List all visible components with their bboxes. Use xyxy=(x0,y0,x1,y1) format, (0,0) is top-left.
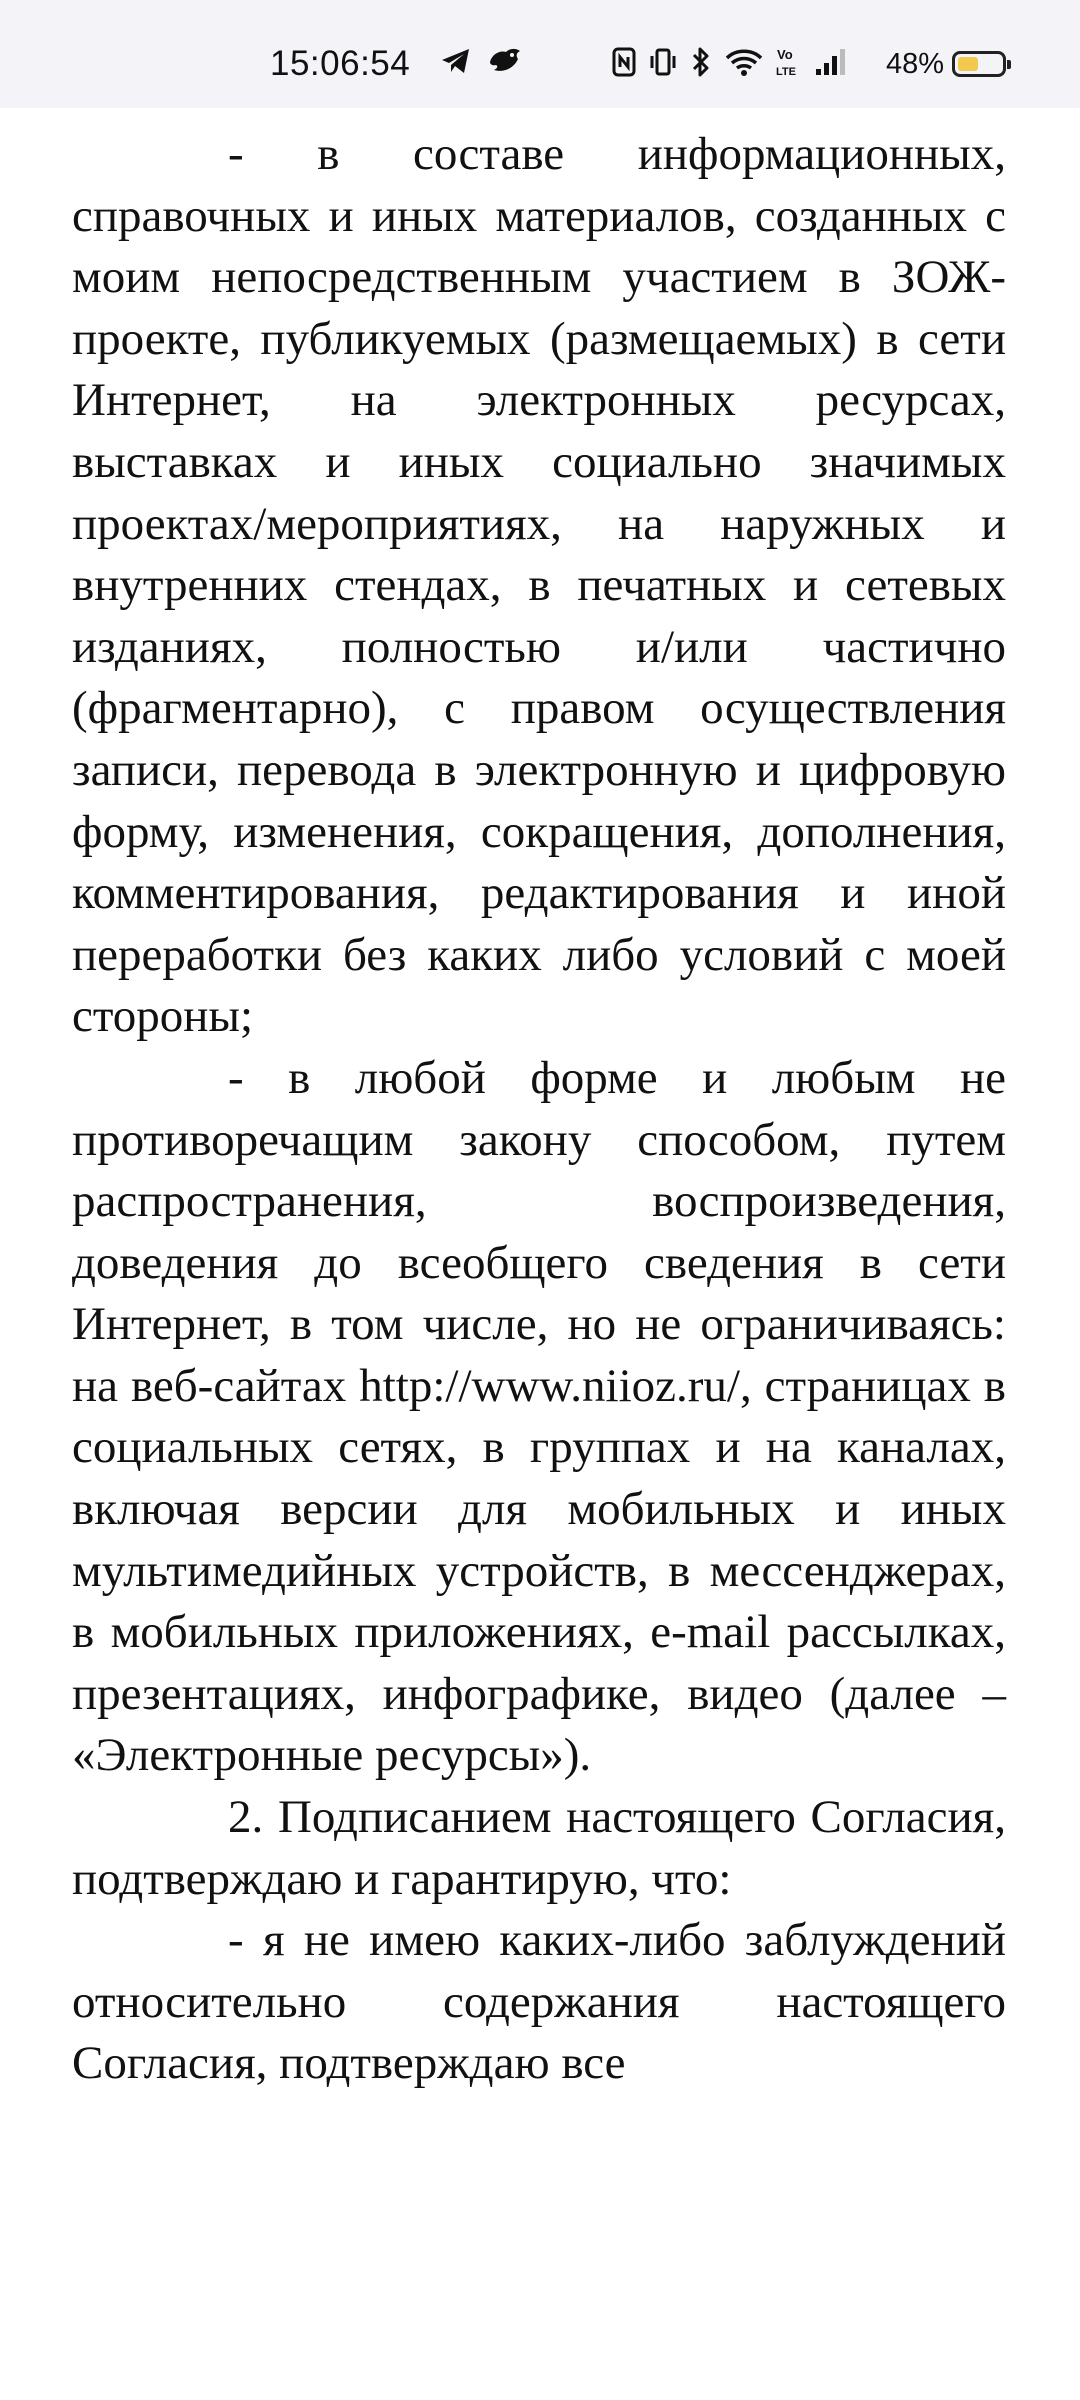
vibrate-icon xyxy=(648,47,678,77)
paragraph: 2. Подписанием настоящего Согласия, подтверждаю и гарантирую, что: xyxy=(72,1791,1006,1905)
battery-fill xyxy=(958,57,978,71)
battery-icon xyxy=(952,51,1006,77)
notification-bird-icon xyxy=(486,46,524,76)
status-bar xyxy=(0,0,1080,108)
signal-icon xyxy=(814,47,848,77)
status-time: 15:06:54 xyxy=(270,44,411,83)
telegram-icon xyxy=(440,47,472,75)
paragraph: - в любой форме и любым не противоречащим закону способом, путем распространения, воспроизведения, доведения до всеобщего сведения в сети Интернет, в том числе, но не ограничиваясь: на веб-сайтах http://www.niioz.ru/, страницах в социальных сетях, в группах и на каналах, включая версии для мобильных и иных мультимедийных устройств, в мессенджерах, в мобильных приложениях, e-mail рассылках, презентациях, инфографике, видео (далее – «Электронные ресурсы»). xyxy=(72,1051,1006,1782)
volte-icon xyxy=(776,46,802,78)
paragraph: - в составе информационных, справочных и иных материалов, созданных с моим непосредственным участием в ЗОЖ-проекте, публикуемых (размещаемых) в сети Интернет, на электронных ресурсах, выставках и иных социально значимых проектах/мероприятиях, на наружных и внутренних стендах, в печатных и сетевых изданиях, полностью и/или частично (фрагментарно), с правом осуществления записи, перевода в электронную и цифровую форму, изменения, сокращения, дополнения, комментирования, редактирования и иной переработки без каких либо условий с моей стороны; xyxy=(72,128,1006,1043)
battery-percent: 48% xyxy=(886,48,945,80)
document-body xyxy=(72,124,1006,2095)
nfc-icon xyxy=(612,47,636,77)
paragraph: - я не имею каких-либо заблуждений относительно содержания настоящего Согласия, подтверждаю все xyxy=(72,1914,1006,2090)
svg-text:LTE: LTE xyxy=(776,66,796,78)
status-app-icons xyxy=(440,46,524,76)
status-system-icons xyxy=(612,46,848,78)
wifi-icon xyxy=(724,47,764,77)
svg-text:Vo: Vo xyxy=(777,47,793,62)
bluetooth-icon xyxy=(690,46,712,78)
